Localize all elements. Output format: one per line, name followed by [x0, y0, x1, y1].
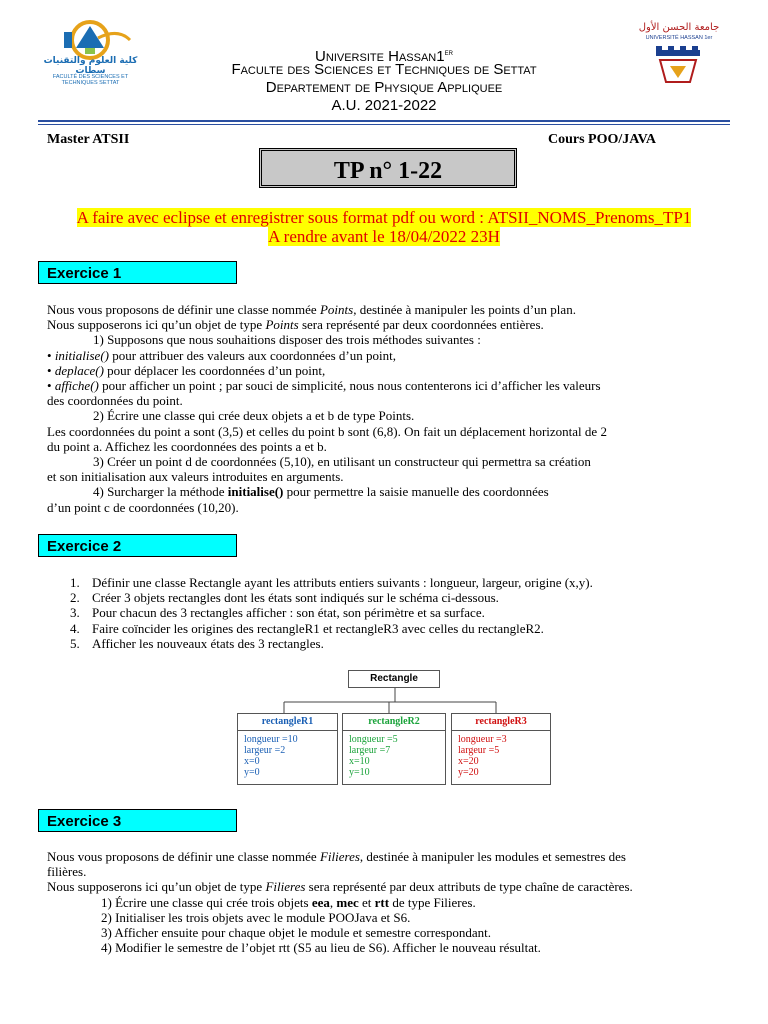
course-level: Master ATSII: [47, 132, 130, 147]
exercise-3-text: Nous vous proposons de définir une classe nommée Filieres, destinée à manipuler les modules et semestres des filières. Nous supposerons ici qu’un objet de type Filieres sera représenté par deux attributs de type chaîne de caractères. 1) Écrire une classe qui crée trois objets eea, mec et rtt de type Filieres. 2) Initialiser les trois objets avec le module POOJava et S6. 3) Afficher ensuite pour chaque objet le module et semestre correspondant. 4) Modifier le semestre de l’objet rtt (S5 au lieu de S6). Afficher le nouveau résultat.: [47, 849, 633, 956]
list-item: 3. Pour chacun des 3 rectangles afficher : son état, son périmètre et sa surface.: [70, 605, 485, 621]
academic-year: A.U. 2021-2022: [331, 97, 437, 114]
logo-left-arabic: كلية العلوم والتقنيات سطات: [43, 56, 138, 76]
list-item: 2. Créer 3 objets rectangles dont les états sont indiqués sur le schéma ci-dessous.: [70, 590, 499, 606]
tp-title: TP n° 1-22: [259, 148, 517, 188]
header-rule-thin: [38, 124, 730, 125]
university-name: Universite Hassan1er: [315, 47, 453, 65]
faculty-name: Faculte des Sciences et Techniques de Settat: [231, 61, 537, 78]
list-item: 5. Afficher les nouveaux états des 3 rectangles.: [70, 635, 324, 651]
exercise-2-list: [70, 575, 730, 651]
exercise-1-heading: Exercice 1: [38, 261, 237, 284]
exercise-2-heading: Exercice 2: [38, 534, 237, 557]
uml-object-r1: rectangleR1 longueur =10 largeur =2 x=0 y=0: [237, 713, 338, 785]
notice-line-1: A faire avec eclipse et enregistrer sous format pdf ou word : ATSII_NOMS_Prenoms_TP1: [76, 208, 692, 227]
uml-class-rectangle: Rectangle: [348, 670, 440, 688]
notice-line-2: A rendre avant le 18/04/2022 23H: [268, 227, 500, 246]
department-name: Departement de Physique Appliquee: [265, 79, 503, 96]
header-rule: [38, 120, 730, 122]
list-item: 1. Définir une classe Rectangle ayant les attributs entiers suivants : longueur, largeur, origine (x,y).: [70, 575, 593, 590]
uml-object-r2: rectangleR2 longueur =5 largeur =7 x=10 y=10: [342, 713, 446, 785]
logo-right-arabic: جامعة الحسن الأول: [638, 22, 720, 33]
logo-right-fr: UNIVERSITÉ HASSAN 1er: [645, 35, 713, 41]
list-item: 4. Faire coïncider les origines des rectangleR1 et rectangleR3 avec celles du rectangleR2.: [70, 620, 544, 636]
exercise-1-text: Nous vous proposons de définir une classe nommée Points, destinée à manipuler les points d’un plan. Nous supposerons ici qu’un objet de type Points sera représenté par deux coordonnées entières. 1) Supposons que nous souhaitions disposer des trois méthodes suivantes : • initialise() pour attribuer des valeurs aux coordonnées d’un point, • deplace() pour déplacer les coordonnées d’un point, • affiche() pour afficher un point ; par souci de simplicité, nous nous contenterons ici d’afficher les valeurs des coordonnées du point. 2) Écrire une classe qui crée deux objets a et b de type Points. Les coordonnées du point a sont (3,5) et celles du point b sont (6,8). On fait un déplacement horizontal de 2 du point a. Affichez les coordonnées des points a et b. 3) Créer un point d de coordonnées (5,10), en utilisant un constructeur qui permettra sa création et son initialisation aux valeurs introduites en arguments. 4) Surcharger la méthode initialise() pour permettre la saisie manuelle des coordonnées d’un point c de coordonnées (10,20).: [47, 302, 607, 515]
logo-left-fr: FACULTÉ DES SCIENCES ET TECHNIQUES SETTAT: [52, 74, 129, 86]
exercise-3-heading: Exercice 3: [38, 809, 237, 832]
course-name: Cours POO/JAVA: [548, 132, 657, 147]
uml-object-r3: rectangleR3 longueur =3 largeur =5 x=20 y=20: [451, 713, 551, 785]
